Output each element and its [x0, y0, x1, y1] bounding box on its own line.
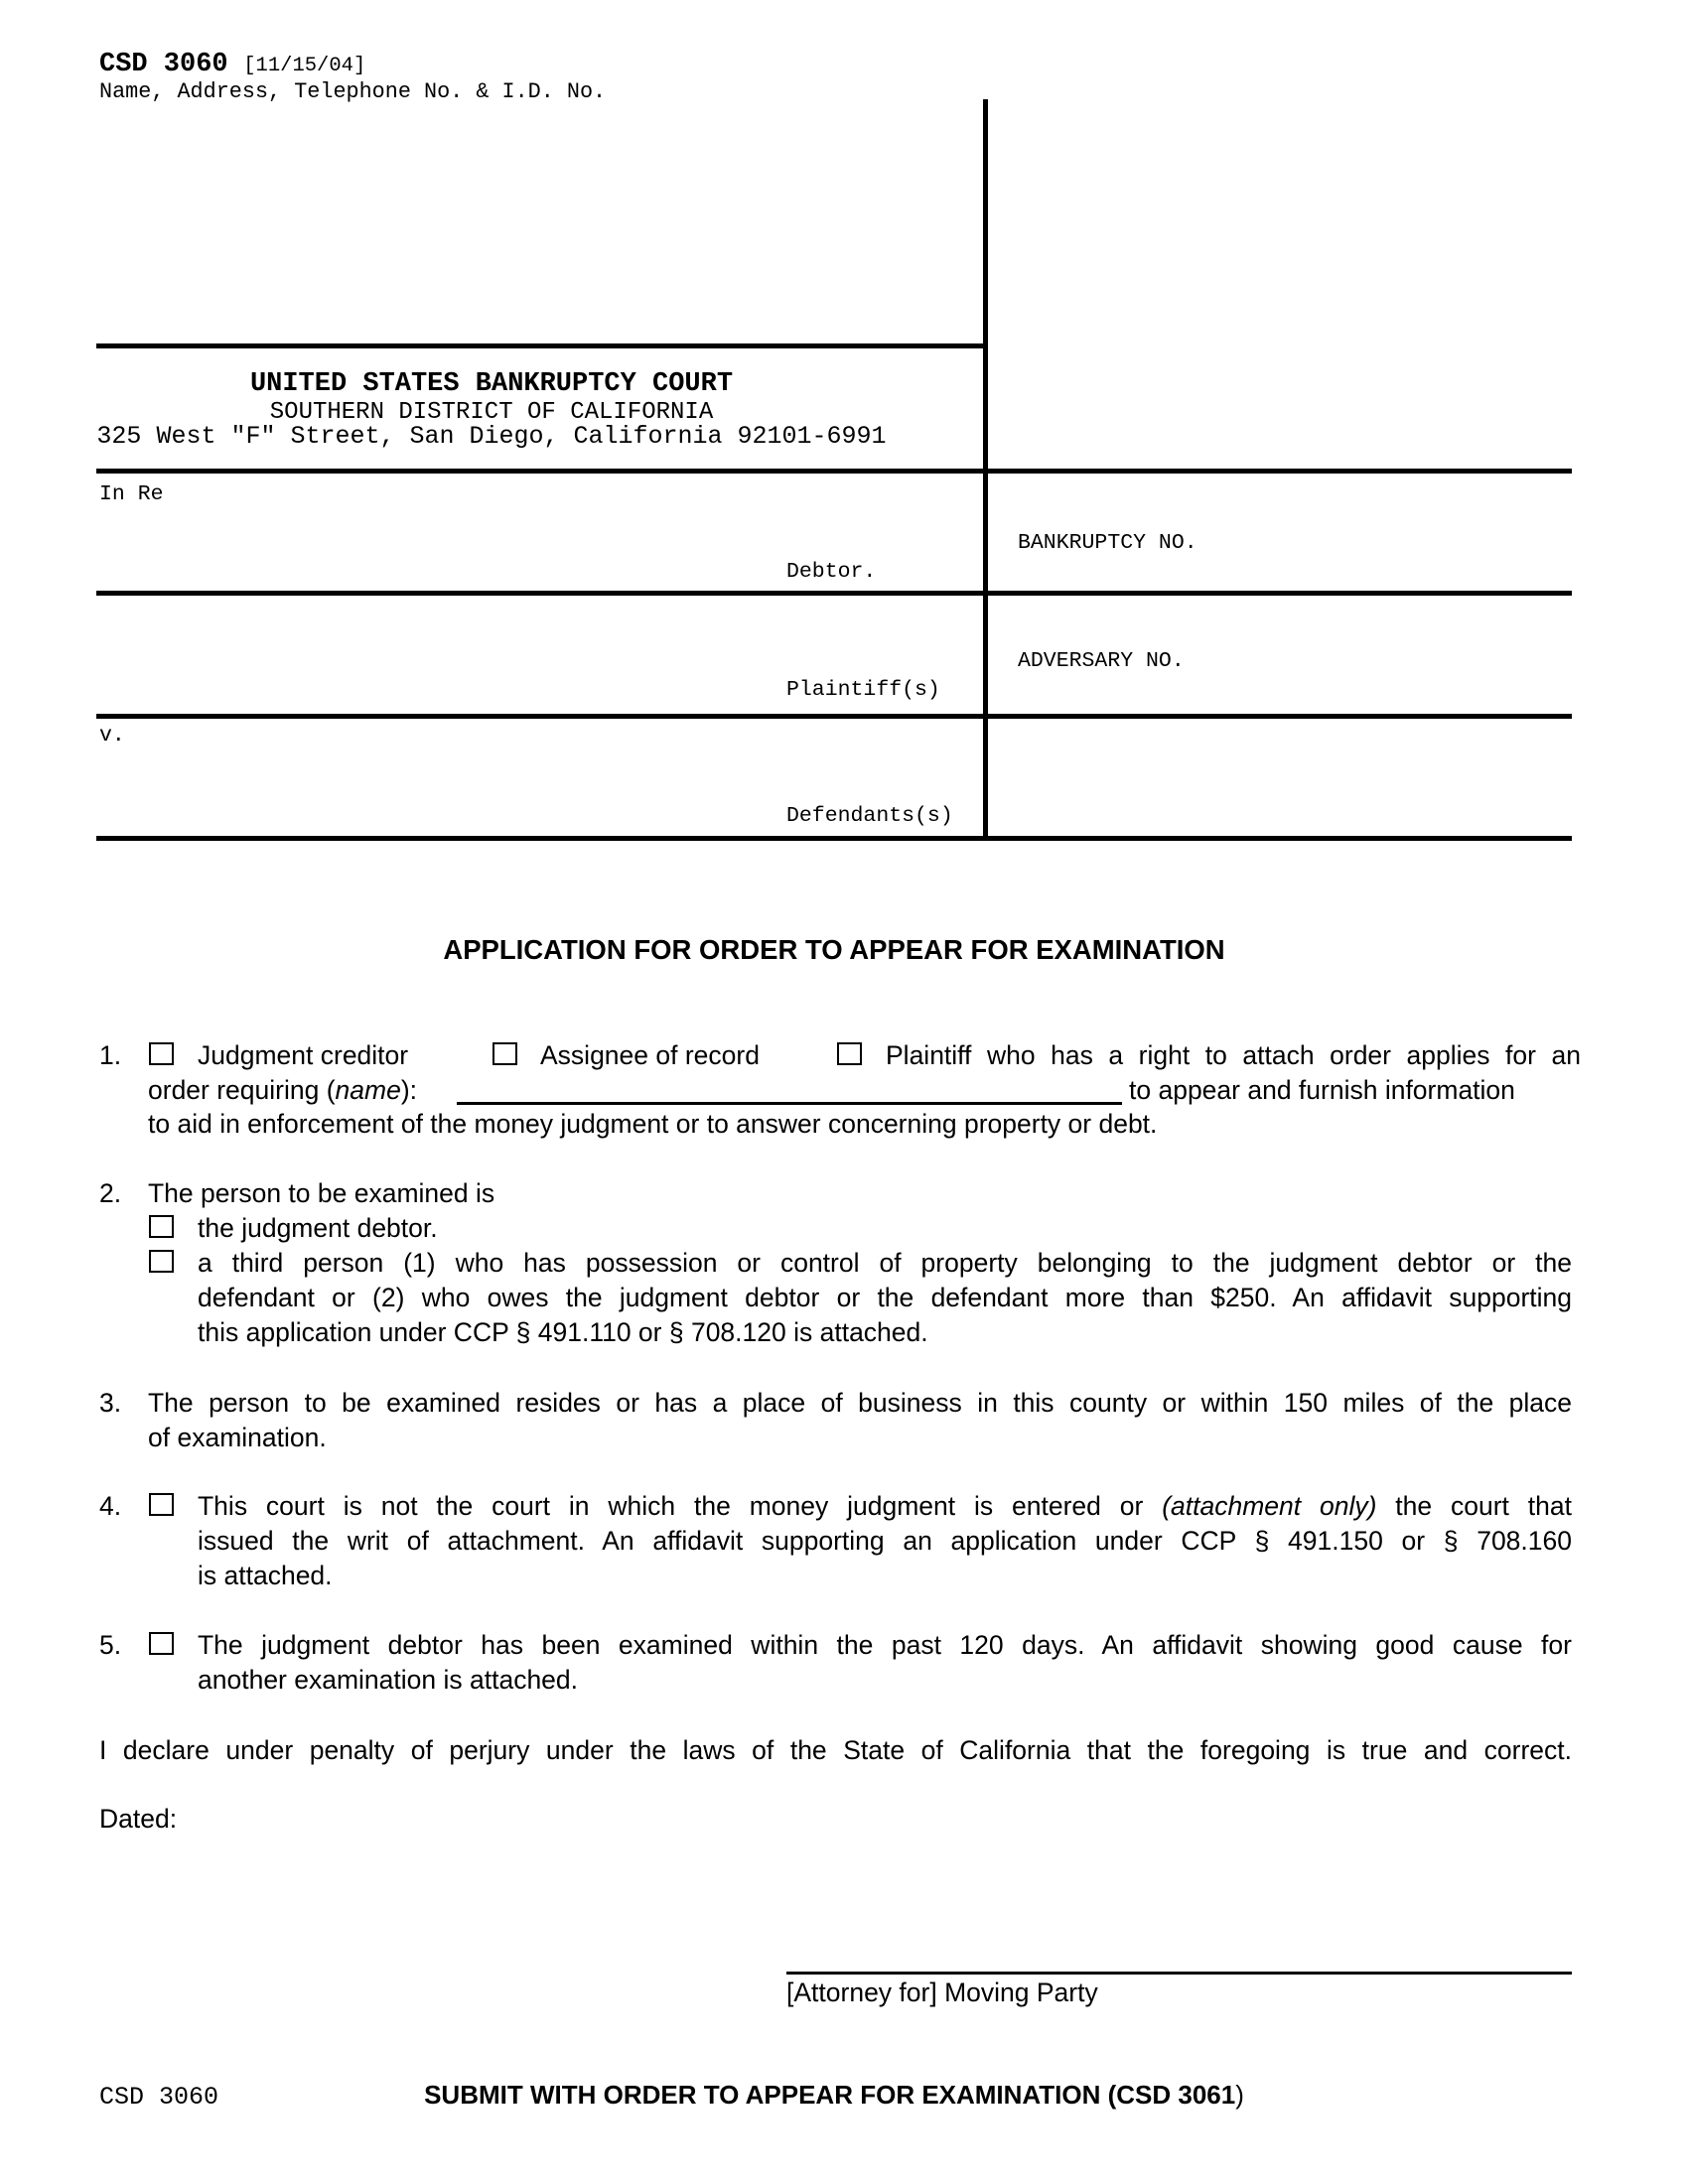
item-4-line-2: issued the writ of attachment. An affidavit supporting an application under CCP § 491.150 or § 708.160 — [198, 1526, 1572, 1556]
item-5-number: 5. — [99, 1630, 122, 1660]
item-3-number: 3. — [99, 1388, 122, 1418]
divider — [96, 469, 1572, 474]
bankruptcy-no-label: BANKRUPTCY NO. — [1018, 531, 1197, 555]
assignee-of-record-checkbox[interactable] — [492, 1042, 517, 1065]
court-address: 325 West "F" Street, San Diego, California 92101-6991 — [96, 422, 887, 451]
judgment-creditor-label: Judgment creditor — [198, 1040, 409, 1070]
court-district: SOUTHERN DISTRICT OF CALIFORNIA — [269, 399, 714, 426]
dated-label: Dated: — [99, 1804, 178, 1834]
text: order requiring ( — [148, 1075, 336, 1105]
divider — [96, 836, 1572, 841]
different-court-checkbox[interactable] — [149, 1493, 174, 1516]
form-date: [11/15/04] — [243, 55, 366, 77]
item-5-line-1: The judgment debtor has been examined within the past 120 days. An affidavit showing good cause for — [198, 1630, 1572, 1660]
plaintiff-attach-checkbox[interactable] — [837, 1042, 862, 1065]
defendants-label: Defendants(s) — [786, 804, 953, 828]
form-header — [99, 50, 365, 79]
plaintiffs-label: Plaintiff(s) — [786, 678, 940, 702]
versus-label: v. — [99, 724, 125, 748]
item-4-number: 4. — [99, 1491, 122, 1521]
item-1-number: 1. — [99, 1040, 122, 1070]
item-2-lead: The person to be examined is — [148, 1178, 495, 1208]
order-requiring-label — [148, 1075, 417, 1106]
item-3-line-2: of examination. — [148, 1423, 327, 1452]
debtor-label: Debtor. — [786, 560, 877, 584]
judgment-debtor-label: the judgment debtor. — [198, 1213, 438, 1243]
examinee-name-field[interactable] — [457, 1102, 1122, 1105]
signature-label: [Attorney for] Moving Party — [786, 1978, 1098, 2007]
signature-line[interactable] — [786, 1972, 1572, 1975]
attorney-block-label: Name, Address, Telephone No. & I.D. No. — [99, 79, 607, 104]
item-3-line-1: The person to be examined resides or has a place of business in this county or within 150 miles of the place — [148, 1388, 1572, 1418]
divider — [96, 591, 1572, 596]
third-person-checkbox[interactable] — [149, 1250, 174, 1273]
item-5-line-2: another examination is attached. — [198, 1665, 579, 1695]
document-title: APPLICATION FOR ORDER TO APPEAR FOR EXAMINATION — [443, 934, 1225, 965]
court-name: UNITED STATES BANKRUPTCY COURT — [249, 369, 734, 399]
in-re-label: In Re — [99, 482, 164, 506]
text-italic: (attachment only) — [1162, 1491, 1377, 1521]
form-code: CSD 3060 — [99, 50, 228, 79]
item-1-line-3: to aid in enforcement of the money judgment or to answer concerning property or debt. — [148, 1109, 1158, 1139]
text: ) — [1235, 2080, 1244, 2110]
third-person-line-3: this application under CCP § 491.110 or § 708.120 is attached. — [198, 1317, 928, 1347]
text-bold: SUBMIT WITH ORDER TO APPEAR FOR EXAMINATION (CSD 3061 — [424, 2080, 1236, 2110]
text-italic: name — [335, 1075, 401, 1105]
judgment-creditor-checkbox[interactable] — [149, 1042, 174, 1065]
divider — [96, 343, 988, 348]
item-4-line-3: is attached. — [198, 1561, 333, 1590]
item-4-line-1 — [198, 1491, 1572, 1522]
assignee-of-record-label: Assignee of record — [540, 1040, 760, 1070]
text: This court is not the court in which the money judgment is entered or — [198, 1491, 1163, 1521]
third-person-line-2: defendant or (2) who owes the judgment debtor or the defendant more than $250. An affidavit supporting — [198, 1283, 1572, 1312]
perjury-declaration: I declare under penalty of perjury under the laws of the State of California that the foregoing is true and correct. — [99, 1735, 1572, 1765]
appear-furnish-text: to appear and furnish information — [1129, 1075, 1515, 1105]
examined-recently-checkbox[interactable] — [149, 1632, 174, 1655]
divider — [96, 714, 1572, 719]
footer-instruction — [424, 2080, 1244, 2111]
footer-form-code: CSD 3060 — [99, 2083, 219, 2112]
third-person-line-1: a third person (1) who has possession or control of property belonging to the judgment debtor or the — [198, 1248, 1572, 1278]
item-2-number: 2. — [99, 1178, 122, 1208]
adversary-no-label: ADVERSARY NO. — [1018, 649, 1185, 673]
text: the court that — [1376, 1491, 1572, 1521]
text: ): — [400, 1075, 418, 1105]
judgment-debtor-checkbox[interactable] — [149, 1215, 174, 1238]
plaintiff-attach-label: Plaintiff who has a right to attach order applies for an — [886, 1040, 1581, 1070]
